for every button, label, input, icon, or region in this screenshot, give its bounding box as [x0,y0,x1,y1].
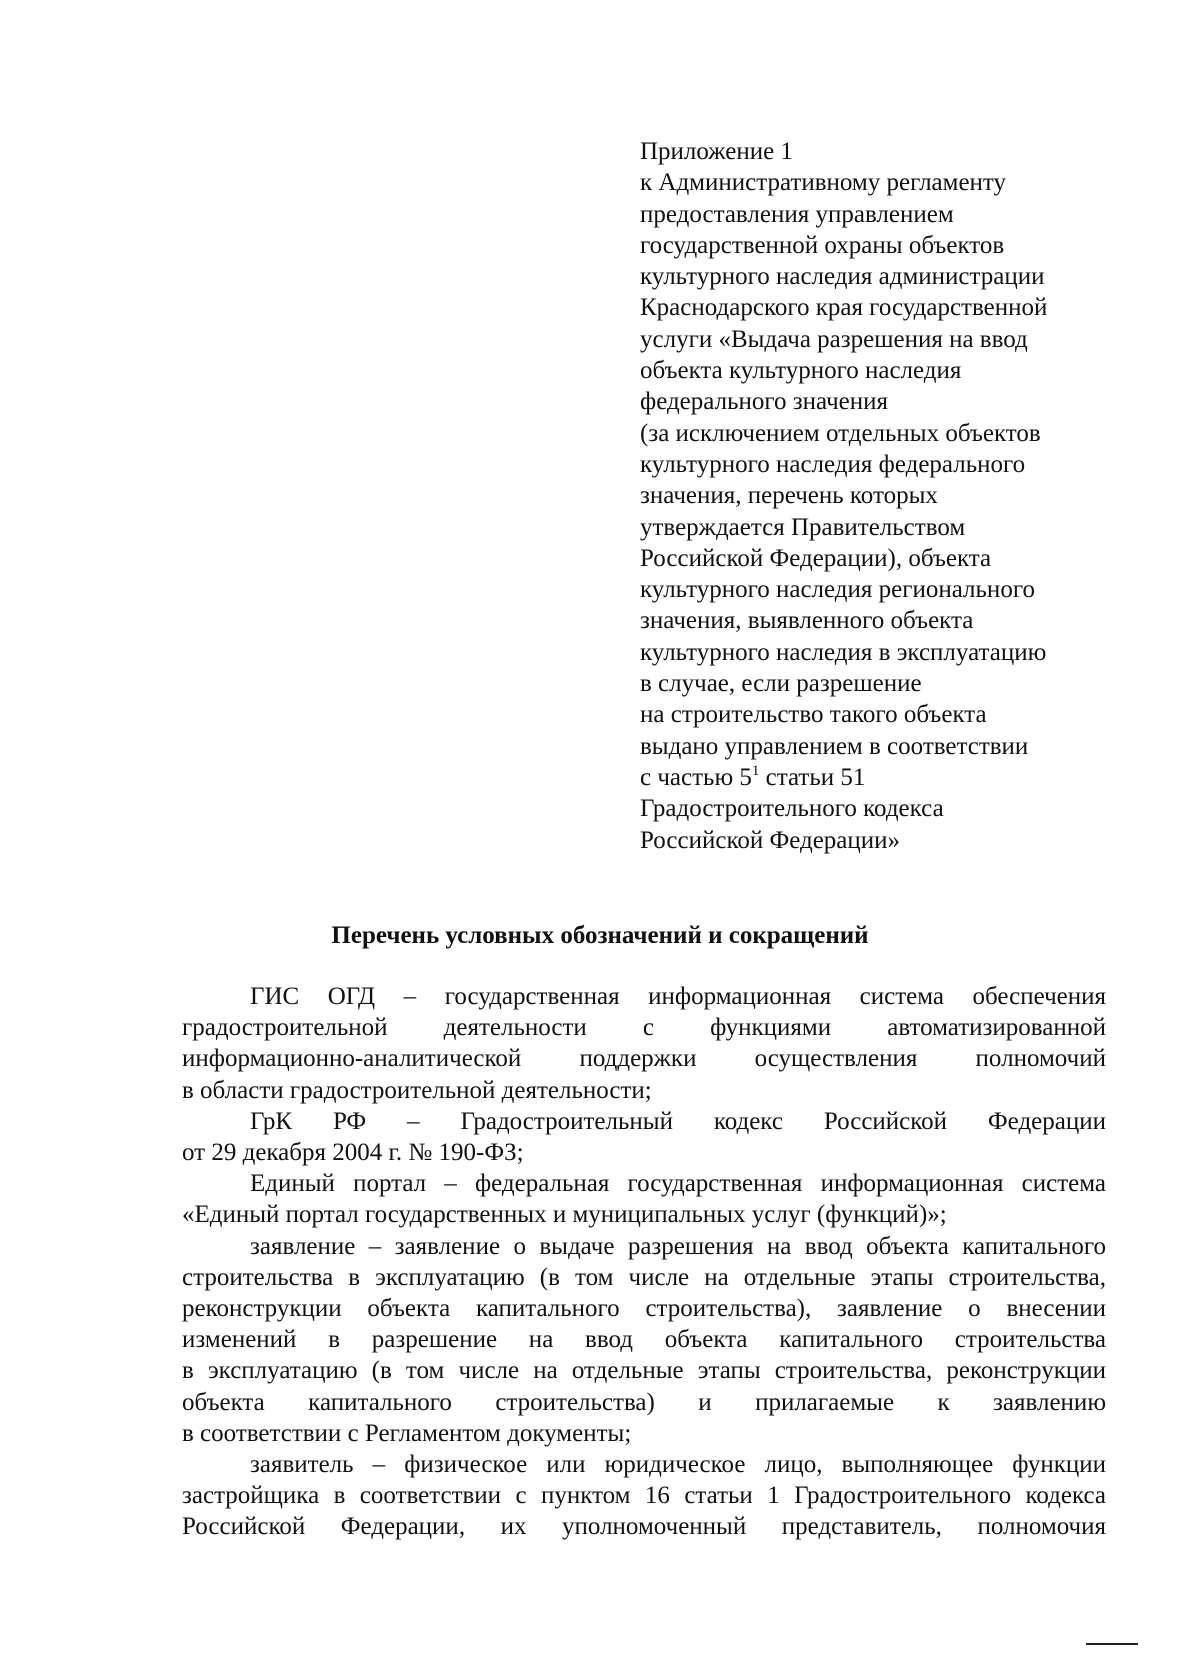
appendix-line: Российской Федерации), объекта [640,544,992,572]
paragraph-line: Российской Федерации, их уполномоченный представитель, полномочия [182,1513,1106,1541]
appendix-line: в случае, если разрешение [640,670,922,698]
paragraph-line: в области градостроительной деятельности; [182,1076,652,1104]
paragraph-line: градостроительной деятельности с функциями автоматизированной [182,1014,1106,1042]
appendix-line: к Административному регламенту [640,169,1007,197]
appendix-line: государственной охраны объектов [640,231,1005,259]
paragraph-line: от 29 декабря 2004 г. № 190-ФЗ; [182,1139,524,1167]
paragraph-line: строительства в эксплуатацию (в том числе на отдельные этапы строительства, [182,1263,1106,1291]
paragraph-line: в соответствии с Регламентом документы; [182,1419,632,1447]
paragraph-line: в эксплуатацию (в том числе на отдельные этапы строительства, реконструкции [182,1357,1106,1385]
definition-paragraph [182,1106,1106,1168]
paragraph-line: ГрК РФ – Градостроительный кодекс Российской Федерации [250,1107,1106,1135]
appendix-line: культурного наследия администрации [640,263,1045,291]
appendix-line: федерального значения [640,388,889,416]
appendix-line: значения, выявленного объекта [640,607,974,635]
definition-paragraph [182,1168,1106,1230]
paragraph-line: изменений в разрешение на ввод объекта капитального строительства [182,1326,1106,1354]
appendix-line: утверждается Правительством [640,513,966,541]
definition-paragraph [182,1449,1106,1543]
definition-paragraph [182,1231,1106,1449]
appendix-header [640,136,1160,856]
appendix-line: предоставления управлением [640,200,954,228]
paragraph-line: Единый портал – федеральная государственная информационная система [250,1170,1106,1198]
paragraph-line: заявитель – физическое или юридическое лицо, выполняющее функции [250,1451,1106,1479]
paragraph-line: реконструкции объекта капитального строительства), заявление о внесении [182,1295,1106,1323]
appendix-line: Краснодарского края государственной [640,294,1048,322]
paragraph-line: ГИС ОГД – государственная информационная система обеспечения [250,983,1106,1010]
paragraph-line: информационно-аналитической поддержки осуществления полномочий [182,1045,1106,1073]
appendix-line: Российской Федерации» [640,826,901,854]
appendix-line: культурного наследия регионального [640,576,1035,604]
superscript-mark: 1 [751,762,760,779]
appendix-line: культурного наследия в эксплуатацию [640,638,1047,666]
appendix-line: культурного наследия федерального [640,450,1026,478]
appendix-line: значения, перечень которых [640,482,938,510]
section-title: Перечень условных обозначений и сокращений [331,922,869,949]
appendix-line: Градостроительного кодекса [640,795,944,823]
paragraph-line: заявление – заявление о выдаче разрешения на ввод объекта капитального [250,1232,1106,1260]
definition-paragraph [182,981,1106,1106]
appendix-line: Приложение 1 [640,138,793,165]
appendix-part-line [640,762,1160,793]
appendix-line: выдано управлением в соответствии [640,732,1029,760]
appendix-line: услуги «Выдача разрешения на ввод [640,325,1028,353]
document-body [182,981,1106,1543]
paragraph-line: «Единый портал государственных и муниципальных услуг (функций)»; [182,1201,947,1229]
appendix-part-prefix: с частью 5 [640,763,752,791]
appendix-line: на строительство такого объекта [640,701,987,729]
appendix-part-suffix: статьи 51 [759,763,866,791]
paragraph-line: застройщика в соответствии с пунктом 16 статьи 1 Градостроительного кодекса [182,1482,1106,1510]
paragraph-line: объекта капитального строительства) и прилагаемые к заявлению [182,1388,1106,1416]
appendix-line: (за исключением отдельных объектов [640,419,1041,447]
appendix-line: объекта культурного наследия [640,357,962,385]
footer-rule [1086,1643,1138,1645]
